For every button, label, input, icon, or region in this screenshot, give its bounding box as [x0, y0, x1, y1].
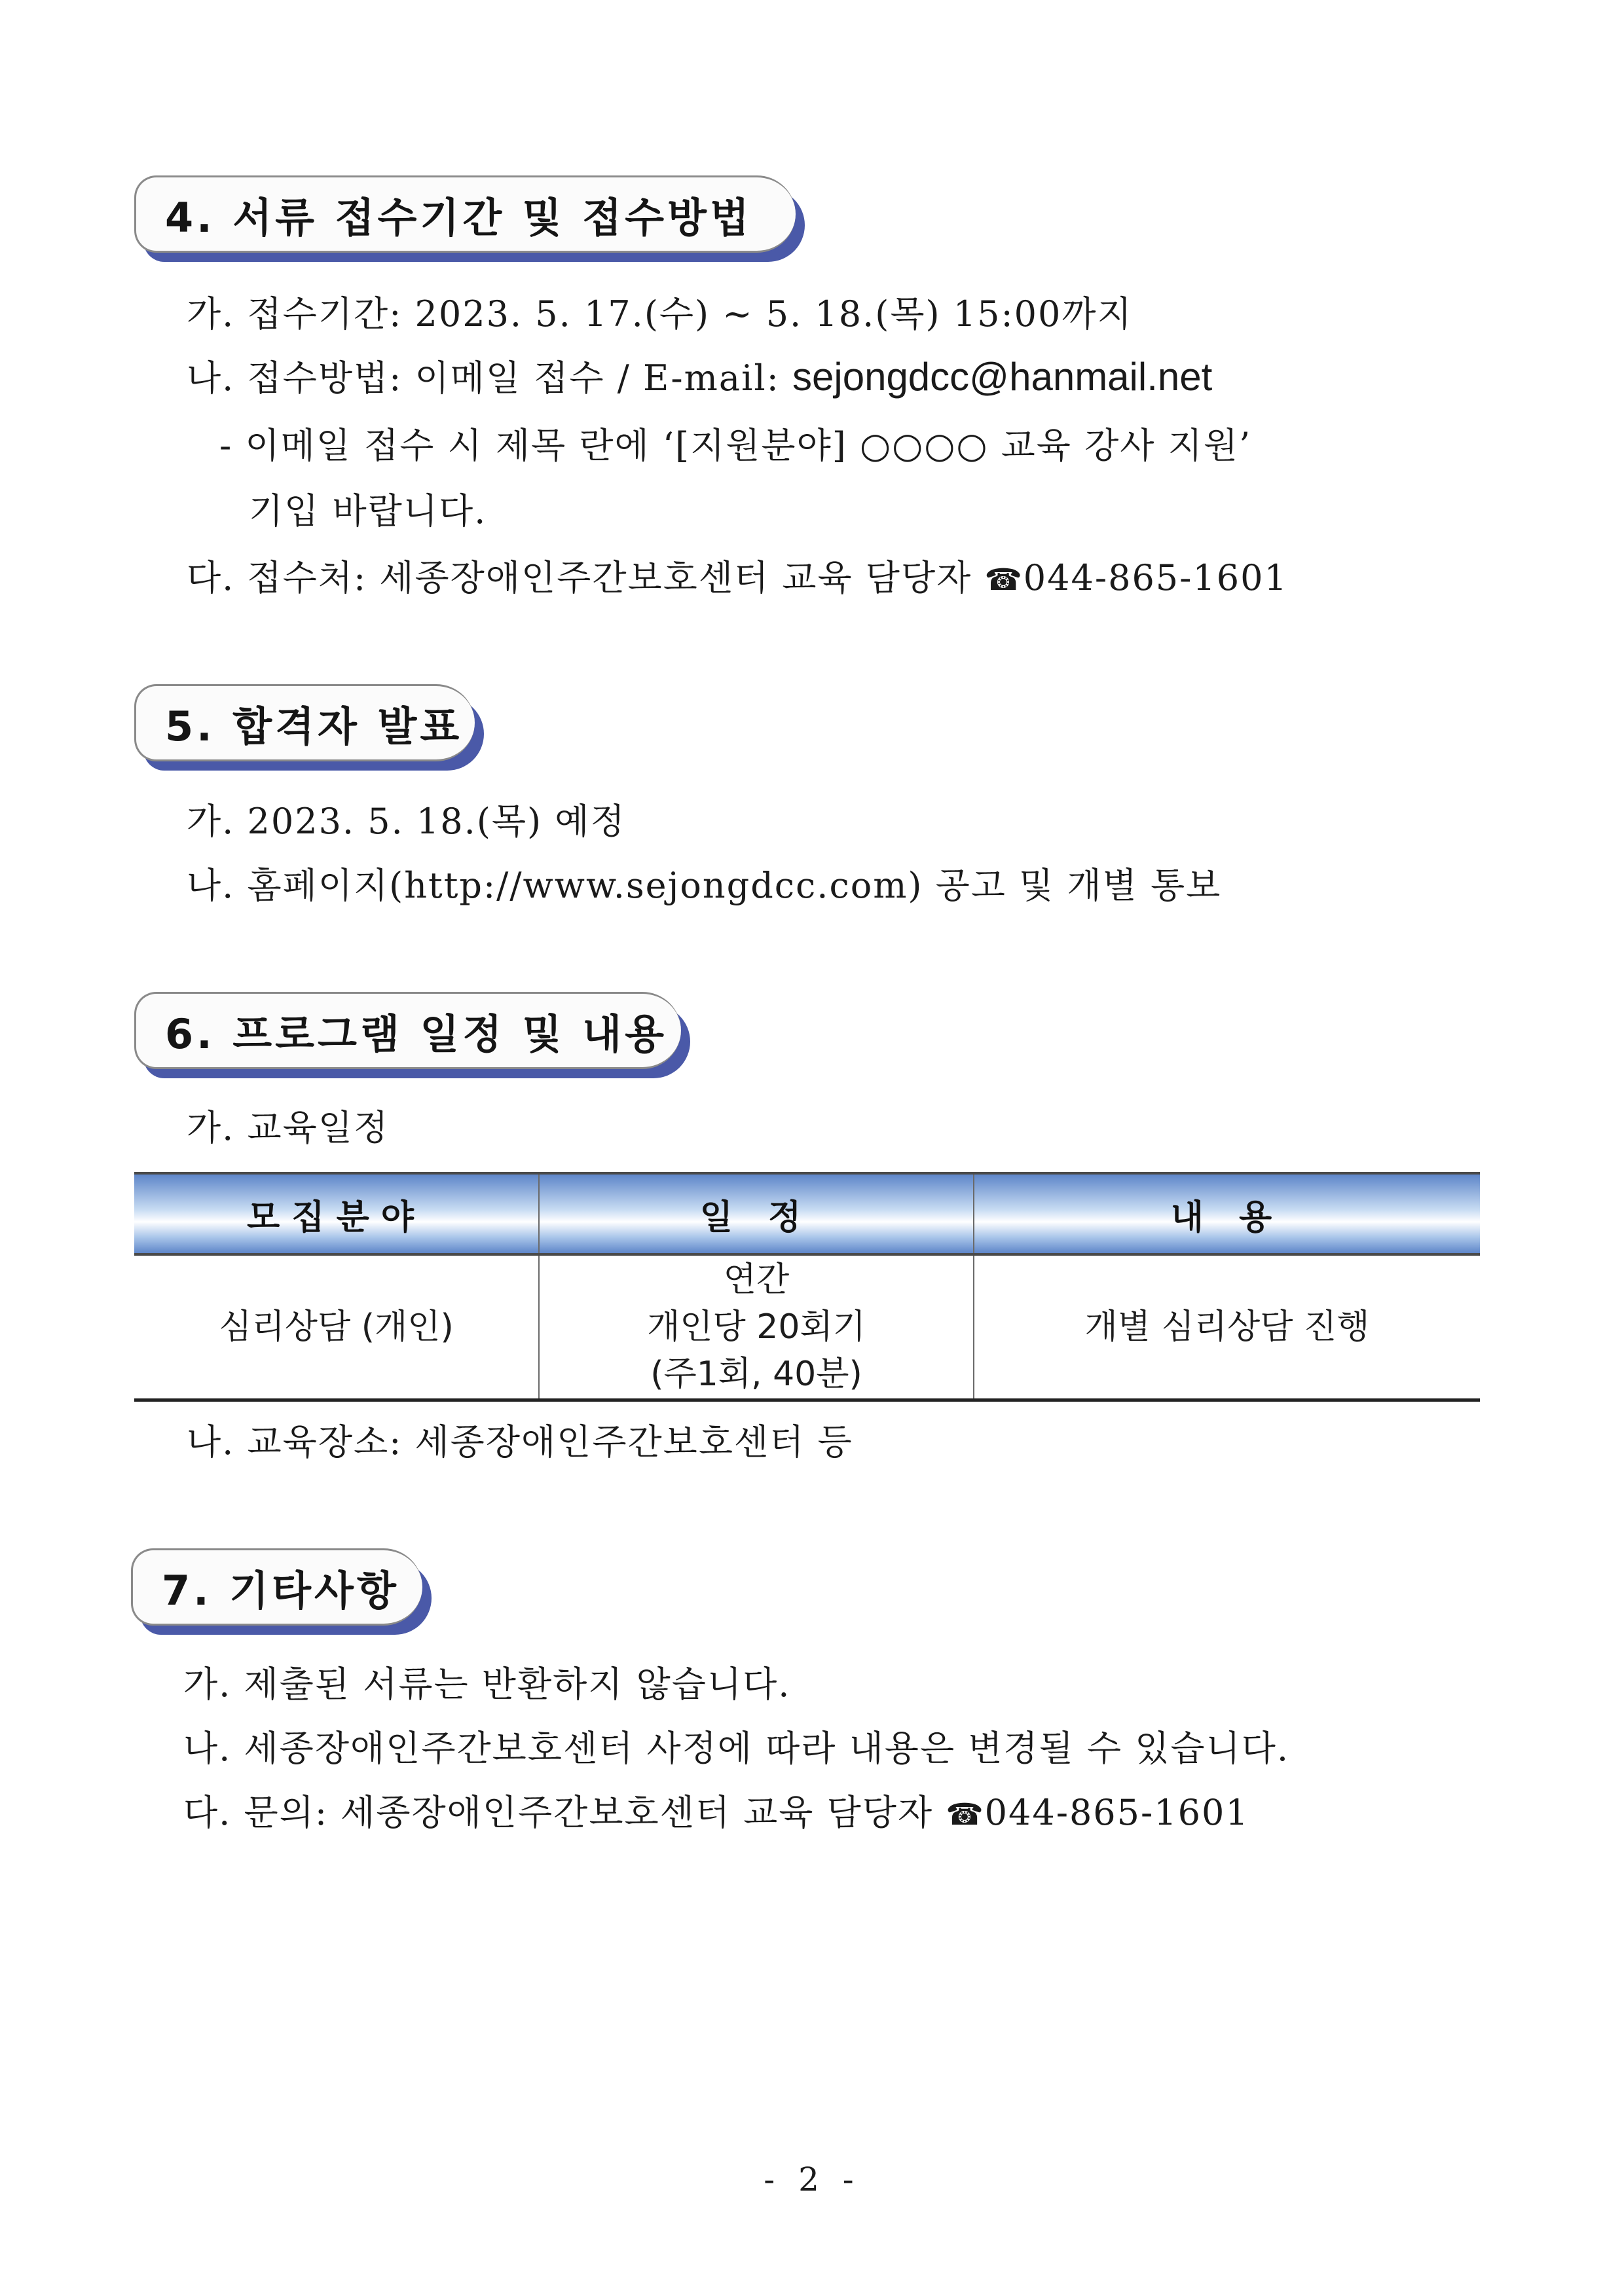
section-5-header — [134, 684, 475, 761]
section-6-header — [134, 992, 681, 1069]
section-4-item-b — [187, 350, 1212, 401]
section-4-header — [134, 175, 796, 253]
section-7-phone: 044-865-1601 — [984, 1792, 1249, 1833]
table-header-field: 모집분야 — [134, 1173, 539, 1254]
schedule-table — [134, 1172, 1480, 1402]
page-number: - 2 - — [764, 2160, 860, 2198]
section-6-title: 6. 프로그램 일정 및 내용 — [134, 992, 681, 1069]
section-4-phone: 044-865-1601 — [1023, 557, 1288, 598]
table-header-content: 내 용 — [974, 1173, 1480, 1254]
section-6-item-b: 나. 교육장소: 세종장애인주간보호센터 등 — [187, 1421, 853, 1463]
section-4-item-c — [187, 550, 1288, 600]
cell-content: 개별 심리상담 진행 — [974, 1254, 1480, 1400]
table-header-schedule: 일 정 — [539, 1173, 974, 1254]
telephone-icon: ☎ — [946, 1796, 985, 1832]
table-row — [134, 1254, 1480, 1400]
cell-schedule-line3: (주1회, 40분) — [650, 1355, 862, 1394]
section-4-item-c-label: 다. 접수처: 세종장애인주간보호센터 교육 담당자 — [187, 557, 972, 598]
section-4-note-line1: - 이메일 접수 시 제목 란에 ‘[지원분야] ○○○○ 교육 강사 지원’ — [219, 425, 1252, 466]
section-5-item-b: 나. 홈페이지(http://www.sejongdcc.com) 공고 및 개별 통보 — [187, 865, 1222, 906]
section-4-title: 4. 서류 접수기간 및 접수방법 — [134, 175, 796, 253]
cell-field: 심리상담 (개인) — [134, 1254, 539, 1400]
section-7-item-b: 나. 세종장애인주간보호센터 사정에 따라 내용은 변경될 수 있습니다. — [183, 1728, 1290, 1769]
section-7-item-c-label: 다. 문의: 세종장애인주간보호센터 교육 담당자 — [183, 1792, 934, 1833]
section-4-item-b-label: 나. 접수방법: 이메일 접수 / E-mail: — [187, 357, 780, 399]
section-7-header — [131, 1548, 422, 1626]
table-header-row — [134, 1173, 1480, 1254]
section-5-title: 5. 합격자 발표 — [134, 684, 475, 761]
section-5-item-a: 가. 2023. 5. 18.(목) 예정 — [187, 801, 626, 842]
cell-schedule-line1: 연간 — [723, 1260, 790, 1300]
section-4-item-a: 가. 접수기간: 2023. 5. 17.(수) ~ 5. 18.(목) 15:00까지 — [187, 293, 1133, 335]
section-7-title: 7. 기타사항 — [131, 1548, 422, 1626]
telephone-icon: ☎ — [984, 562, 1024, 597]
section-6-item-a: 가. 교육일정 — [187, 1107, 390, 1148]
section-7-item-a: 가. 제출된 서류는 반환하지 않습니다. — [183, 1664, 791, 1705]
cell-schedule-line2: 개인당 20회기 — [647, 1307, 866, 1347]
section-7-item-c — [183, 1785, 1249, 1835]
email-address: sejongdcc@hanmail.net — [792, 355, 1213, 399]
section-4-note-line2: 기입 바랍니다. — [249, 490, 487, 532]
cell-schedule — [539, 1254, 974, 1400]
